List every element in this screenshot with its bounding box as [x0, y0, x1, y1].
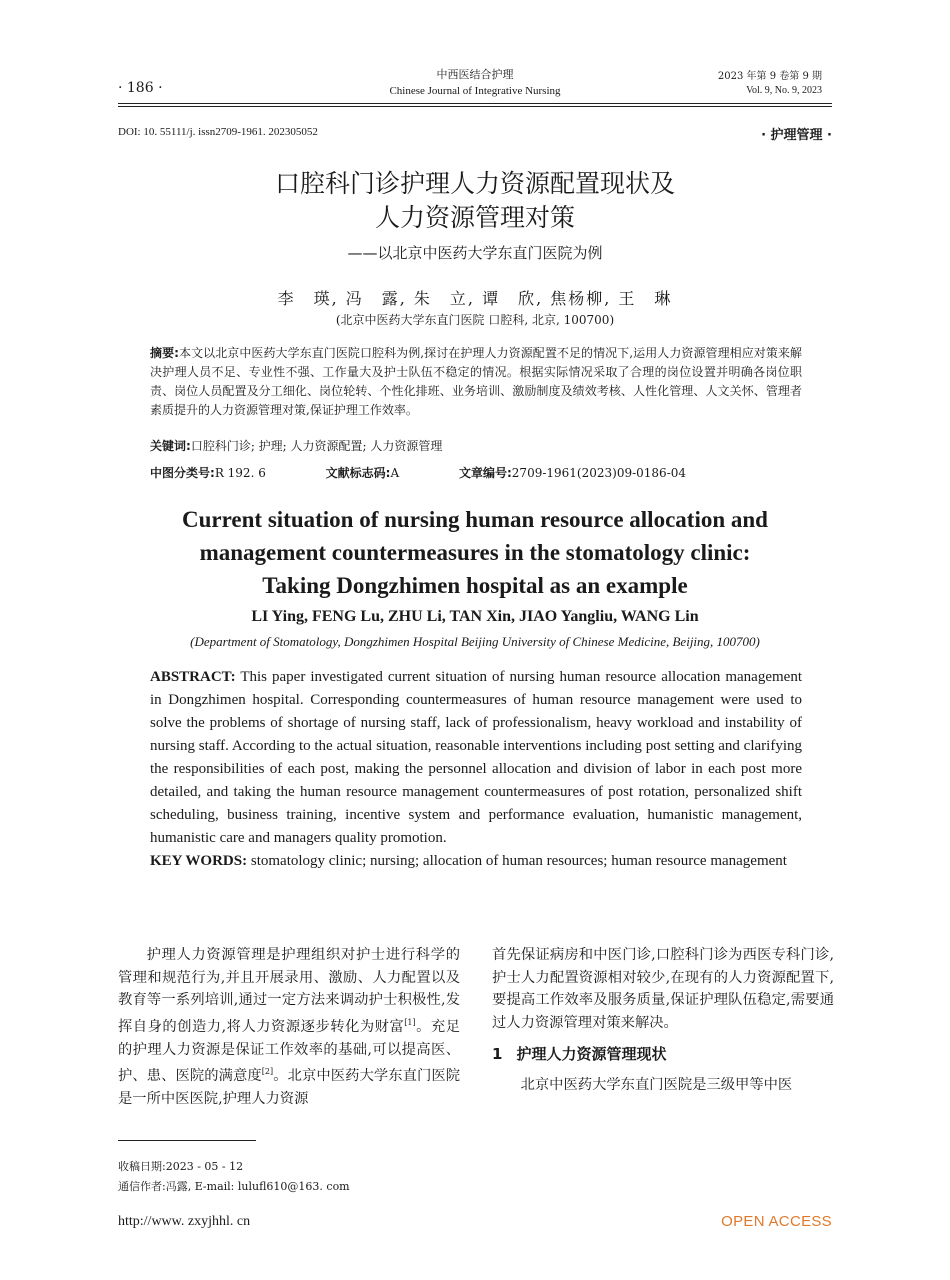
keywords-en-text: stomatology clinic; nursing; allocation of human resources; human resource management [250, 853, 787, 869]
journal-title-en: Chinese Journal of Integrative Nursing [389, 85, 561, 97]
body-paragraph: 首先保证病房和中医门诊,口腔科门诊为西医专科门诊,护士人力配置资源相对较少,在现有的人力资源配置下,要提高工作效率及服务质量,保证护理队伍稳定,需要通过人力资源管理对策来解决。 [492, 947, 834, 1032]
abstract-en-text: This paper investigated current situation of nursing human resource allocation management in Dongzhimen hospital. Corresponding countermeasures of human resource management were used to solve the problems of shortage of nursing staff, lack of professionalism, heavy workload and instability of nursing staff. According to the actual situation, reasonable interventions including post setting and clarifying the responsibilities of each post, making the personnel allocation and division of labor in each post more detailed, and taking the human resource management countermeasures of post rotation, personalized shift scheduling, business training, incentive system and performance evaluation, humanistic management, humanistic care and managers quality promotion. [150, 669, 802, 846]
keywords-cn [150, 437, 442, 454]
corresponding-author: 通信作者:冯露, E-mail: lulufl610@163. com [118, 1180, 350, 1193]
keywords-cn-label: 关键词: [150, 439, 191, 453]
section-title: 护理人力资源管理现状 [516, 1044, 667, 1063]
clc-value: R 192. 6 [214, 466, 266, 480]
body-text: 。北京中医药大学东直门医院是一所中医医院,护理人力资源 [118, 1068, 461, 1107]
article-no-value: 2709-1961(2023)09-0186-04 [511, 466, 687, 480]
doc-code-label: 文献标志码: [325, 466, 391, 480]
body-left-column [118, 944, 460, 1110]
authors-cn: 李 瑛, 冯 露, 朱 立, 谭 欣, 焦杨柳, 王 琳 [277, 289, 673, 308]
header-rule [118, 106, 832, 107]
open-access-label: OPEN ACCESS [721, 1213, 832, 1230]
footnote-rule [118, 1140, 256, 1141]
body-text: 。充足的护理人力资源是保证工作效率的基础,可以提高医、护、患、医院的满意度 [118, 1018, 461, 1085]
section-label: · 护理管理 · [761, 128, 832, 143]
clc-label: 中图分类号: [150, 466, 215, 480]
journal-title-cn: 中西医结合护理 [436, 68, 514, 81]
keywords-cn-text: 口腔科门诊; 护理; 人力资源配置; 人力资源管理 [190, 439, 443, 453]
authors-en: LI Ying, FENG Lu, ZHU Li, TAN Xin, JIAO Yangliu, WANG Lin [251, 608, 699, 625]
article-no-label: 文章编号: [458, 466, 512, 480]
section-heading [492, 1043, 834, 1066]
issue-info-cn: 2023 年第 9 卷第 9 期 [717, 71, 822, 82]
received-date: 收稿日期:2023 - 05 - 12 [118, 1160, 244, 1173]
abstract-cn [150, 344, 802, 420]
subtitle-cn: ——以北京中医药大学东直门医院为例 [347, 244, 603, 262]
header-rule [118, 103, 832, 104]
body-text: 护理人力资源管理是护理组织对护士进行科学的管理和规范行为,并且开展录用、激励、人力配置以及教育等一系列培训,通过一定方法来调动护士积极性,发挥自身的创造力,将人力资源逐步转化为财富 [118, 947, 460, 1035]
issue-info-en: Vol. 9, No. 9, 2023 [746, 85, 822, 96]
body-paragraph: 北京中医药大学东直门医院是三级甲等中医 [520, 1076, 793, 1093]
title-en-line3: Taking Dongzhimen hospital as an example [262, 573, 688, 598]
journal-url[interactable]: http://www. zxyjhhl. cn [118, 1214, 251, 1229]
abstract-en [150, 666, 802, 873]
affiliation-cn: (北京中医药大学东直门医院 口腔科, 北京, 100700) [335, 313, 615, 327]
section-number: 1 [492, 1044, 503, 1063]
abstract-cn-label: 摘要: [150, 346, 179, 360]
page-number: · 186 · [118, 80, 163, 96]
title-en-line1: Current situation of nursing human resource allocation and [182, 507, 768, 532]
title-cn-line2: 人力资源管理对策 [374, 203, 575, 232]
title-cn-line1: 口腔科门诊护理人力资源配置现状及 [274, 169, 675, 198]
doi: DOI: 10. 55111/j. issn2709-1961. 202305052 [118, 126, 318, 138]
classification-line [150, 464, 742, 481]
body-right-column [492, 944, 834, 1096]
abstract-cn-text: 本文以北京中医药大学东直门医院口腔科为例,探讨在护理人力资源配置不足的情况下,运用人力资源管理相应对策来解决护理人员不足、专业性不强、工作量大及护士队伍不稳定的情况。根据实际情况采取了合理的岗位设置并明确各岗位职责、岗位人员配置及分工细化、岗位轮转、个性化排班、业务培训、激励制度及绩效考核、人性化管理、人文关怀、管理者素质提升的人力资源管理对策,保证护理工作效率。 [150, 346, 802, 417]
keywords-en-label: KEY WORDS: [150, 853, 248, 869]
abstract-en-label: ABSTRACT: [150, 669, 236, 685]
doc-code-value: A [390, 466, 400, 480]
citation-ref[interactable]: [2] [261, 1067, 274, 1077]
citation-ref[interactable]: [1] [404, 1018, 416, 1028]
affiliation-en: (Department of Stomatology, Dongzhimen Hospital Beijing University of Chinese Medicine, Beijing, 100700) [190, 634, 760, 649]
title-en-line2: management countermeasures in the stomatology clinic: [199, 540, 751, 565]
